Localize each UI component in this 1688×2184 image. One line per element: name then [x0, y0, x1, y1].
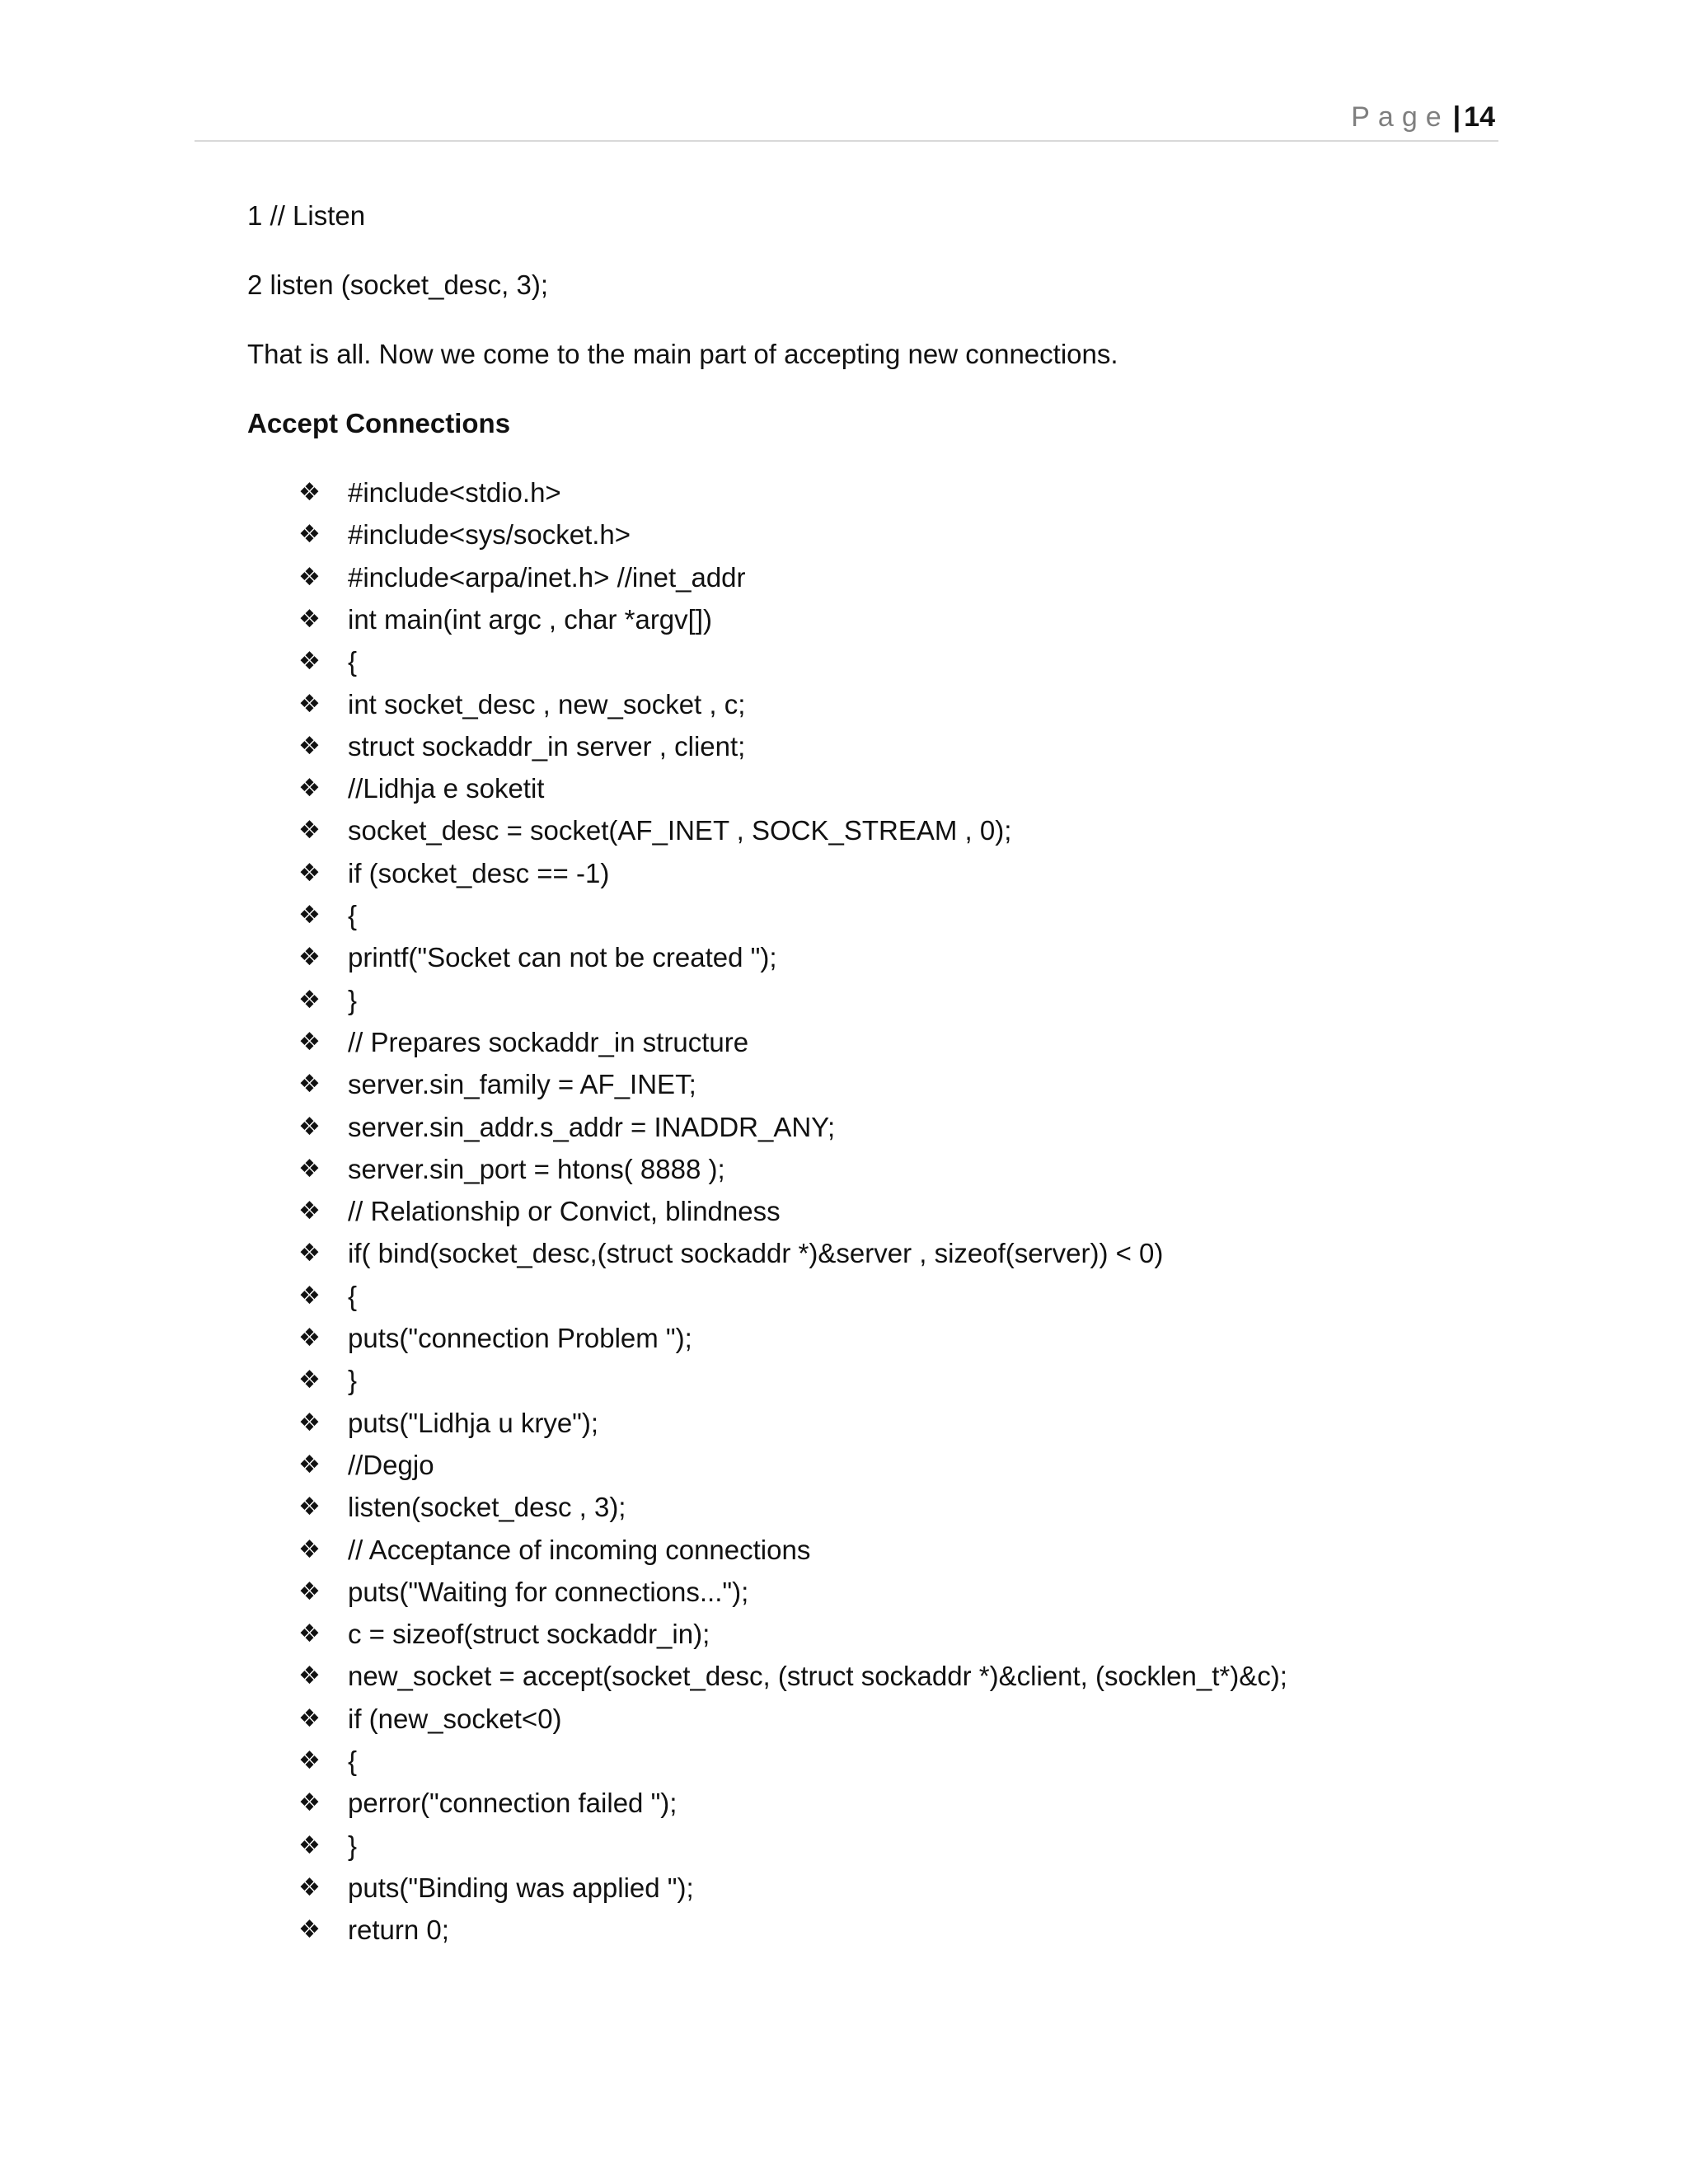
page-number-label: [1351, 99, 1495, 135]
bullet-diamond-icon: ❖: [298, 1830, 321, 1860]
code-line-text: perror("connection failed ");: [348, 1788, 678, 1819]
page-separator: |: [1452, 101, 1461, 133]
bullet-diamond-icon: ❖: [298, 562, 321, 592]
code-line-text: socket_desc = socket(AF_INET , SOCK_STREAM , 0);: [348, 815, 1012, 846]
code-line-text: server.sin_port = htons( 8888 );: [348, 1153, 725, 1184]
code-line-text: {: [348, 646, 358, 677]
bullet-diamond-icon: ❖: [298, 1154, 321, 1183]
code-line-text: #include<stdio.h>: [348, 477, 561, 508]
code-line-text: int socket_desc , new_socket , c;: [348, 688, 746, 719]
bullet-diamond-icon: ❖: [298, 943, 321, 972]
code-line-text: server.sin_addr.s_addr = INADDR_ANY;: [348, 1111, 836, 1142]
bullet-diamond-icon: ❖: [298, 1281, 321, 1310]
bullet-diamond-icon: ❖: [298, 1915, 321, 1945]
code-line-text: {: [348, 1746, 358, 1776]
code-line-text: if (new_socket<0): [348, 1703, 562, 1734]
bullet-diamond-icon: ❖: [298, 478, 321, 507]
bullet-diamond-icon: ❖: [298, 858, 321, 888]
bullet-diamond-icon: ❖: [298, 1493, 321, 1522]
bullet-diamond-icon: ❖: [298, 1619, 321, 1649]
bullet-diamond-icon: ❖: [298, 731, 321, 761]
paragraph-intro: That is all. Now we come to the main part of accepting new connections.: [247, 339, 1118, 369]
paragraph-listen-call: 2 listen (socket_desc, 3);: [247, 269, 548, 300]
code-line-text: puts("connection Problem ");: [348, 1323, 692, 1353]
code-line-text: {: [348, 1280, 358, 1311]
page-word: Page: [1351, 101, 1450, 133]
code-line-text: // Prepares sockaddr_in structure: [348, 1026, 749, 1057]
bullet-diamond-icon: ❖: [298, 689, 321, 719]
code-line-text: c = sizeof(struct sockaddr_in);: [348, 1619, 710, 1650]
bullet-diamond-icon: ❖: [298, 774, 321, 804]
code-line-text: // Acceptance of incoming connections: [348, 1534, 811, 1565]
code-line-text: #include<arpa/inet.h> //inet_addr: [348, 561, 746, 593]
code-line-text: return 0;: [348, 1915, 449, 1946]
code-line-text: new_socket = accept(socket_desc, (struct sockaddr *)&client, (socklen_t*)&c);: [348, 1661, 1287, 1692]
bullet-diamond-icon: ❖: [298, 1112, 321, 1141]
bullet-diamond-icon: ❖: [298, 1239, 321, 1268]
page-number: 14: [1464, 101, 1495, 133]
code-line-text: printf("Socket can not be created ");: [348, 942, 777, 973]
code-line-text: }: [348, 1365, 358, 1396]
paragraph-listen-comment: 1 // Listen: [247, 200, 366, 231]
code-line-text: {: [348, 900, 358, 930]
bullet-diamond-icon: ❖: [298, 1450, 321, 1479]
bullet-diamond-icon: ❖: [298, 1366, 321, 1395]
bullet-diamond-icon: ❖: [298, 816, 321, 846]
bullet-diamond-icon: ❖: [298, 647, 321, 677]
code-line-text: struct sockaddr_in server , client;: [348, 730, 746, 762]
code-line-text: if( bind(socket_desc,(struct sockaddr *)&server , sizeof(server)) < 0): [348, 1238, 1164, 1269]
code-line-text: listen(socket_desc , 3);: [348, 1492, 626, 1523]
bullet-diamond-icon: ❖: [298, 985, 321, 1015]
code-line-text: puts("Lidhja u krye");: [348, 1407, 599, 1438]
code-line-text: //Degjo: [348, 1449, 434, 1480]
bullet-diamond-icon: ❖: [298, 1535, 321, 1564]
bullet-diamond-icon: ❖: [298, 1661, 321, 1691]
code-line-text: #include<sys/socket.h>: [348, 519, 631, 551]
code-line-text: // Relationship or Convict, blindness: [348, 1196, 781, 1227]
code-line-text: puts("Waiting for connections...");: [348, 1576, 749, 1607]
bullet-diamond-icon: ❖: [298, 1704, 321, 1733]
code-line-text: }: [348, 1830, 358, 1861]
bullet-diamond-icon: ❖: [298, 1324, 321, 1352]
code-line-text: //Lidhja e soketit: [348, 773, 545, 804]
bullet-diamond-icon: ❖: [298, 520, 321, 550]
code-line-text: }: [348, 984, 358, 1015]
bullet-diamond-icon: ❖: [298, 1788, 321, 1818]
bullet-diamond-icon: ❖: [298, 604, 321, 634]
bullet-diamond-icon: ❖: [298, 1070, 321, 1099]
code-line-text: puts("Binding was applied ");: [348, 1872, 694, 1903]
bullet-diamond-icon: ❖: [298, 1197, 321, 1226]
code-line-text: server.sin_family = AF_INET;: [348, 1069, 696, 1100]
bullet-diamond-icon: ❖: [298, 1746, 321, 1775]
bullet-diamond-icon: ❖: [298, 1027, 321, 1057]
section-heading: Accept Connections: [247, 408, 511, 438]
bullet-diamond-icon: ❖: [298, 1577, 321, 1606]
code-line-text: int main(int argc , char *argv[]): [348, 603, 712, 635]
code-line-text: if (socket_desc == -1): [348, 857, 610, 888]
bullet-diamond-icon: ❖: [298, 901, 321, 930]
bullet-diamond-icon: ❖: [298, 1408, 321, 1437]
bullet-diamond-icon: ❖: [298, 1872, 321, 1902]
page-header: [195, 97, 1498, 142]
